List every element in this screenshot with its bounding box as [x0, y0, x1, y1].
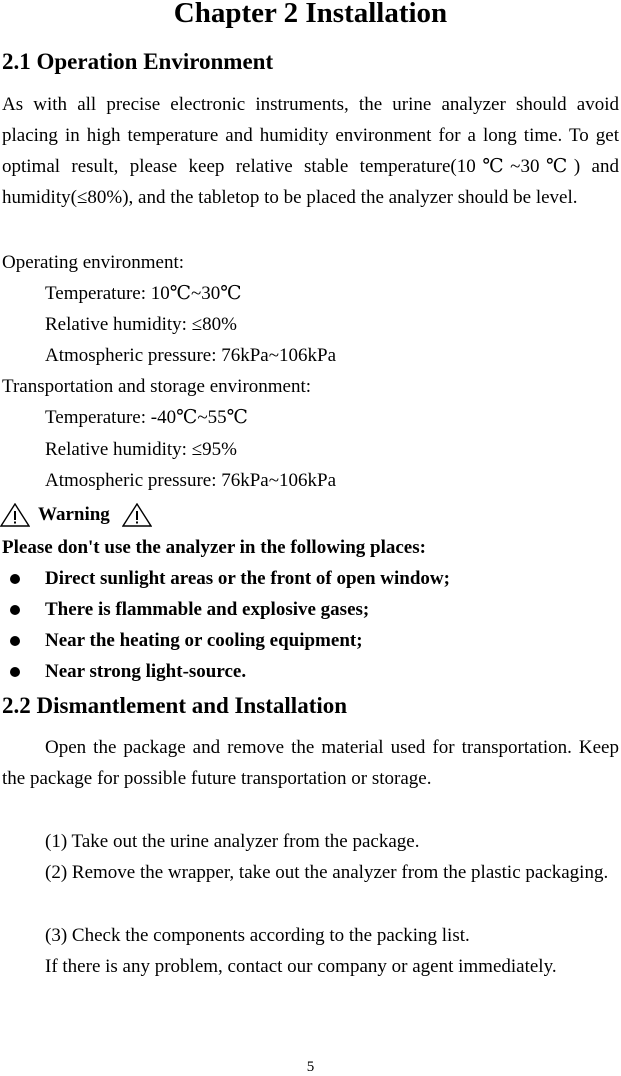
install-step-1: (1) Take out the urine analyzer from the package.	[45, 831, 420, 852]
warning-list-item	[0, 656, 246, 687]
warning-item-text: There is flammable and explosive gases;	[45, 599, 370, 620]
warning-list-item	[0, 563, 450, 594]
operation-environment-intro: As with all precise electronic instruments, the urine analyzer should avoid placing in high temperature and humidity environment for a long time. To get optimal result, please keep relative stable temperature(10℃~30℃) and humidity(≤80%), and the tabletop to be placed the analyzer should be level.	[2, 94, 619, 208]
operating-humidity: Relative humidity: ≤80%	[45, 314, 237, 335]
operating-pressure: Atmospheric pressure: 76kPa~106kPa	[45, 345, 337, 366]
warning-item-text: Near strong light-source.	[45, 661, 247, 682]
warning-list-item	[0, 594, 369, 625]
chapter-title: Chapter 2 Installation	[173, 0, 448, 29]
bullet-icon	[10, 605, 20, 615]
warning-triangle-icon	[0, 503, 30, 527]
operating-temperature: Temperature: 10℃~30℃	[45, 283, 242, 304]
install-closing: If there is any problem, contact our company or agent immediately.	[45, 956, 557, 977]
dismantlement-intro: Open the package and remove the material used for transportation. Keep the package for possible future transportation or storage.	[2, 737, 619, 789]
bullet-icon	[10, 667, 20, 677]
section-heading-2-2: 2.2 Dismantlement and Installation	[2, 693, 348, 718]
page-number: 5	[306, 1059, 315, 1075]
transport-temperature: Temperature: -40℃~55℃	[45, 407, 248, 428]
operating-environment-label: Operating environment:	[2, 252, 185, 273]
warning-item-text: Direct sunlight areas or the front of open window;	[45, 568, 450, 589]
warning-triangle-icon	[122, 503, 152, 527]
transport-humidity: Relative humidity: ≤95%	[45, 439, 237, 460]
transport-environment-label: Transportation and storage environment:	[2, 376, 312, 397]
warning-header	[0, 499, 152, 530]
bullet-icon	[10, 574, 20, 584]
warning-item-text: Near the heating or cooling equipment;	[45, 630, 363, 651]
bullet-icon	[10, 636, 20, 646]
warning-label: Warning	[38, 504, 110, 525]
section-heading-2-1: 2.1 Operation Environment	[2, 49, 274, 74]
warning-list-item	[0, 625, 363, 656]
warning-intro: Please don't use the analyzer in the following places:	[2, 537, 426, 558]
install-step-3: (3) Check the components according to the packing list.	[45, 925, 470, 946]
transport-pressure: Atmospheric pressure: 76kPa~106kPa	[45, 470, 337, 491]
install-step-2: (2) Remove the wrapper, take out the analyzer from the plastic packaging.	[45, 862, 609, 883]
